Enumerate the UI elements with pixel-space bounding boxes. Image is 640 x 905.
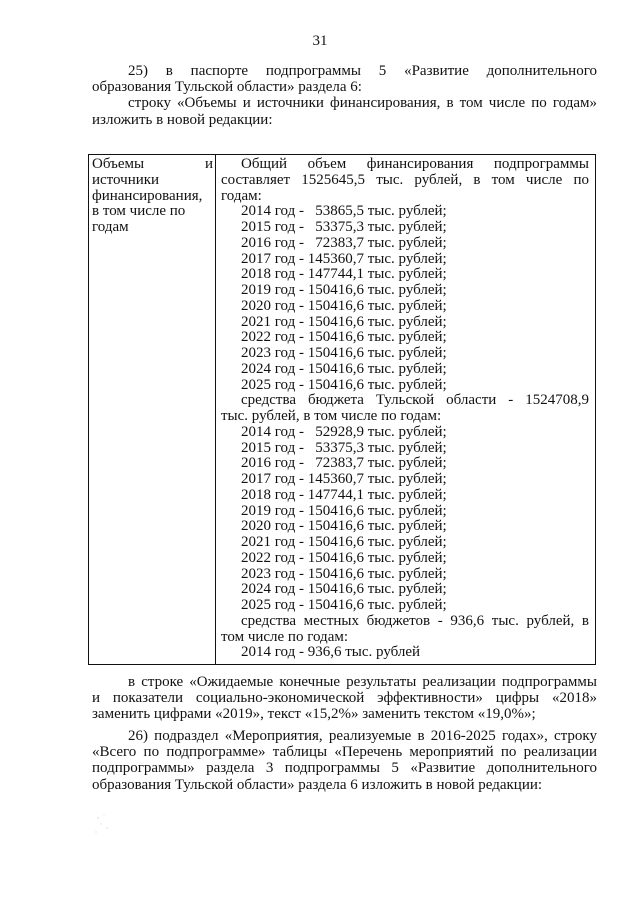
year-amount-line: 2018 год - 147744,1 тыс. рублей; <box>241 486 447 503</box>
total-years-list <box>221 204 589 393</box>
year-amount-line: 2018 год - 147744,1 тыс. рублей; <box>241 266 447 283</box>
year-amount-line: 2020 год - 150416,6 тыс. рублей; <box>241 518 447 535</box>
local-years-list <box>221 645 589 661</box>
text-line: 26) подраздел «Мероприятия, реализуемые в 2016-2025 годах», строку <box>128 728 597 744</box>
text-line: образования Тульской области» раздела 6 изложить в новой редакции: <box>92 776 543 793</box>
page-number: 31 <box>312 33 328 49</box>
label-line: Объемы <box>92 156 145 172</box>
financing-table <box>88 154 596 665</box>
text-line: и показатели социально-экономической эффективности» цифры «2018» <box>92 690 597 707</box>
text-line: образования Тульской области» раздела 6: <box>92 79 362 96</box>
year-amount-line: 2020 год - 150416,6 тыс. рублей; <box>241 297 447 314</box>
year-amount-line: 2022 год - 150416,6 тыс. рублей; <box>241 549 447 566</box>
regional-years-list <box>221 425 589 614</box>
year-amount-line: 2016 год - 72383,7 тыс. рублей; <box>241 455 447 472</box>
label-line-row <box>92 157 213 173</box>
label-line-tail: и <box>204 156 213 172</box>
year-amount-line: 2019 год - 150416,6 тыс. рублей; <box>241 282 447 298</box>
year-amount-line: 2024 год - 150416,6 тыс. рублей; <box>241 581 447 598</box>
year-amount-line: 2014 год - 936,6 тыс. рублей <box>241 644 421 661</box>
local-line: том числе по годам: <box>221 628 349 645</box>
table-value-cell <box>216 155 595 664</box>
text-line: заменить цифрами «2019», текст «15,2%» заменить текстом «19,0%»; <box>92 706 536 723</box>
year-amount-line: 2014 год - 52928,9 тыс. рублей; <box>241 423 447 440</box>
table-label-cell <box>89 155 216 664</box>
year-amount-line: 2024 год - 150416,6 тыс. рублей; <box>241 360 447 377</box>
year-amount-line: 2015 год - 53375,3 тыс. рублей; <box>241 219 447 235</box>
year-amount-line: 2025 год - 150416,6 тыс. рублей; <box>241 376 447 393</box>
year-amount-line: 2014 год - 53865,5 тыс. рублей; <box>241 203 447 220</box>
year-amount-line: 2025 год - 150416,6 тыс. рублей; <box>241 597 447 613</box>
text-line: 25) в паспорте подпрограммы 5 «Развитие дополнительного <box>128 63 597 79</box>
text-line: строку «Объемы и источники финансирования, в том числе по годам» <box>128 95 597 112</box>
year-amount-line: 2015 год - 53375,3 тыс. рублей; <box>241 439 447 456</box>
label-line: финансирования, <box>92 187 203 204</box>
total-line: годам: <box>221 187 262 204</box>
year-amount-line: 2021 год - 150416,6 тыс. рублей; <box>241 313 447 330</box>
year-amount-line: 2023 год - 150416,6 тыс. рублей; <box>241 345 447 361</box>
after-table-paragraph <box>92 674 597 723</box>
total-line: Общий объем финансирования подпрограммы <box>241 156 589 172</box>
text-line: в строке «Ожидаемые конечные результаты реализации подпрограммы <box>128 674 597 690</box>
text-line: «Всего по подпрограмме» таблицы «Перечень мероприятий по реализации <box>92 744 597 761</box>
scan-noise <box>92 810 122 840</box>
local-line: средства местных бюджетов - 936,6 тыс. рублей, в <box>241 612 589 629</box>
year-amount-line: 2017 год - 145360,7 тыс. рублей; <box>241 471 447 487</box>
year-amount-line: 2017 год - 145360,7 тыс. рублей; <box>241 250 447 267</box>
year-amount-line: 2021 год - 150416,6 тыс. рублей; <box>241 534 447 550</box>
year-amount-line: 2016 год - 72383,7 тыс. рублей; <box>241 234 447 251</box>
text-line: подпрограммы» раздела 3 подпрограммы 5 «Развитие дополнительного <box>92 760 597 777</box>
item-25-paragraph <box>92 63 597 128</box>
text-line: изложить в новой редакции: <box>92 111 273 128</box>
year-amount-line: 2019 год - 150416,6 тыс. рублей; <box>241 502 447 519</box>
year-amount-line: 2022 год - 150416,6 тыс. рублей; <box>241 329 447 346</box>
regional-line: тыс. рублей, в том числе по годам: <box>221 408 442 424</box>
label-line: источники <box>92 171 160 188</box>
item-26-paragraph <box>92 728 597 793</box>
year-amount-line: 2023 год - 150416,6 тыс. рублей; <box>241 565 447 582</box>
label-line: годам <box>92 219 129 235</box>
regional-line: средства бюджета Тульской области - 1524708,9 <box>241 392 589 409</box>
label-line: в том числе по <box>92 203 186 220</box>
total-line: составляет 1525645,5 тыс. рублей, в том числе по <box>221 171 589 188</box>
